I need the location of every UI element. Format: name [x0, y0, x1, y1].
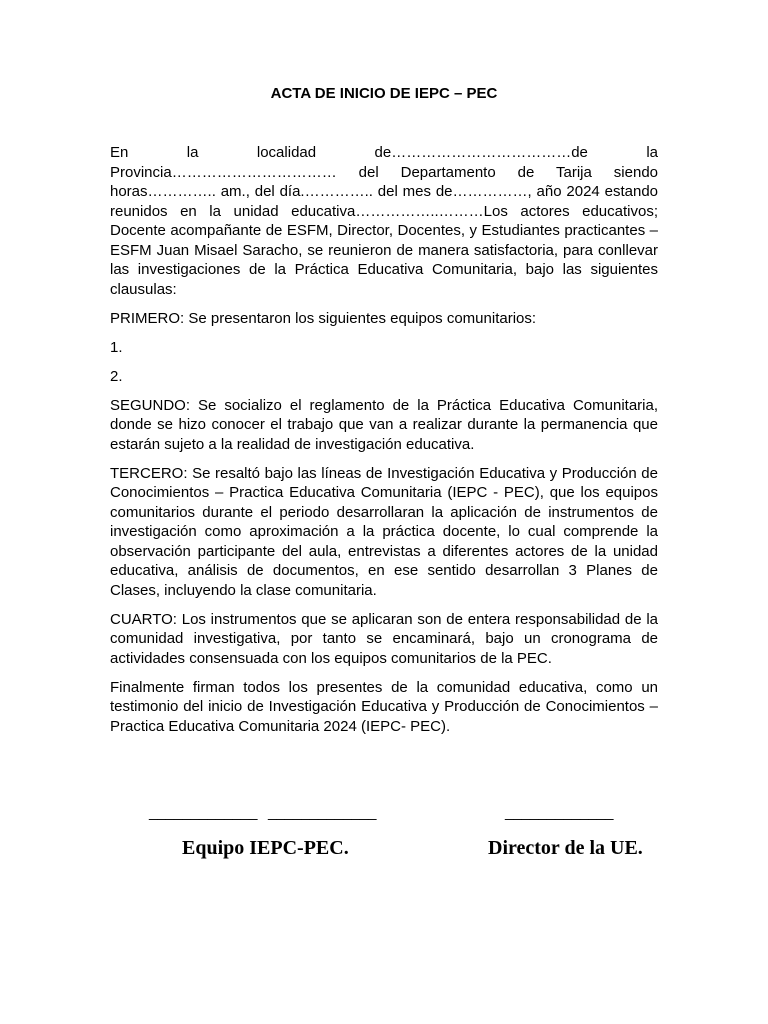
paragraph-intro: En la localidad de………………………………de la Provincia…………………………… del Departamento de Tarija siendo horas………….. am., del día.………….. del mes de……………, año 2024 estando reunidos en la unidad educativa……………..………Los actores educativos; Docente acompañante de ESFM, Director, Docentes, y Estudiantes practicantes – ESFM Juan Misael Saracho, se reunieron de manera satisfactoria, para conllevar las investigaciones de la Práctica Educativa Comunitaria, bajo las siguientes clausulas:	[110, 144, 658, 298]
paragraph-finalmente: Finalmente firman todos los presentes de la comunidad educativa, como un testimonio del inicio de Investigación Educativa y Producción de Conocimientos – Practica Educativa Comunitaria 2024 (IEPC- PEC).	[110, 678, 658, 735]
paragraph-segundo: SEGUNDO: Se socializo el reglamento de la Práctica Educativa Comunitaria, donde se hizo conocer el trabajo que van a realizar durante la permanencia que estarán sujeto a la realidad de investigación educativa.	[110, 396, 658, 453]
signature-line-1: _____________	[149, 804, 258, 821]
signature-label-director: Director de la UE.	[488, 837, 643, 859]
list-item-2: 2.	[110, 367, 123, 385]
paragraph-tercero: TERCERO: Se resaltó bajo las líneas de Investigación Educativa y Producción de Conocimientos – Practica Educativa Comunitaria (IEPC - PEC), que los equipos comunitarios durante el periodo desarrollaran la aplicación de instrumentos de investigación como aproximación a la práctica docente, lo cual comprende la observación participante del aula, entrevistas a diferentes actores de la unidad educativa, análisis de documentos, en ese sentido desarrollan 3 Planes de Clases, incluyendo la clase comunitaria.	[110, 464, 658, 599]
paragraph-cuarto: CUARTO: Los instrumentos que se aplicaran son de entera responsabilidad de la comunidad investigativa, por tanto se encaminará, bajo un cronograma de actividades consensuada con los equipos comunitarios de la PEC.	[110, 610, 658, 667]
list-item-1: 1.	[110, 338, 123, 356]
signature-line-3: _____________	[505, 804, 614, 821]
document-title: ACTA DE INICIO DE IEPC – PEC	[270, 85, 498, 102]
signature-label-team: Equipo IEPC-PEC.	[182, 837, 349, 859]
document-body	[110, 143, 658, 746]
paragraph-primero: PRIMERO: Se presentaron los siguientes equipos comunitarios:	[110, 309, 537, 327]
signature-line-2: _____________	[268, 804, 377, 821]
signature-lines	[0, 804, 768, 828]
